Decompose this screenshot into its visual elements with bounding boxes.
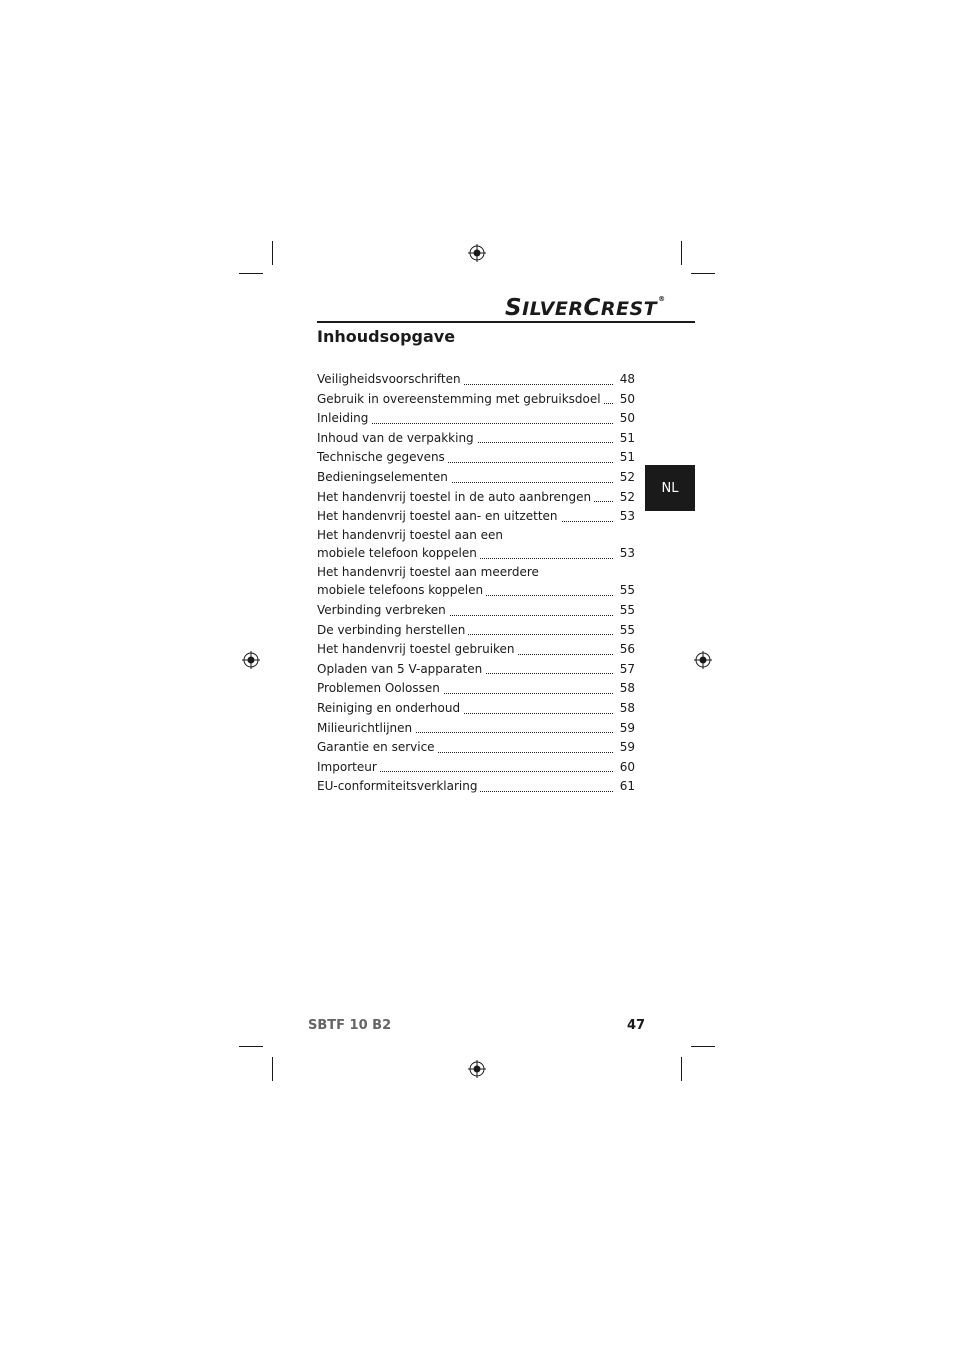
toc-entry-label: Garantie en service bbox=[317, 740, 438, 754]
toc-entry-label: Verbinding verbreken bbox=[317, 603, 449, 617]
toc-entry-label: De verbinding herstellen bbox=[317, 623, 468, 637]
toc-entry-label: Reiniging en onderhoud bbox=[317, 701, 463, 715]
toc-entry[interactable] bbox=[317, 544, 637, 564]
toc-entry-page: 59 bbox=[619, 740, 635, 755]
registration-mark-icon bbox=[694, 651, 712, 669]
toc-entry-page: 52 bbox=[619, 489, 635, 504]
toc-entry-label: Veiligheidsvoorschriften bbox=[317, 372, 464, 386]
toc-entry-page: 59 bbox=[619, 720, 635, 735]
toc-entry-label: Bedieningselementen bbox=[317, 470, 451, 484]
toc-entry-page: 51 bbox=[619, 430, 635, 445]
crop-mark bbox=[681, 1057, 682, 1081]
toc-entry[interactable] bbox=[317, 719, 637, 739]
toc-entry[interactable] bbox=[317, 448, 637, 468]
toc-entry-page: 55 bbox=[619, 583, 635, 598]
toc-entry-page: 53 bbox=[619, 546, 635, 561]
toc-entry[interactable] bbox=[317, 640, 637, 660]
toc-entry-label: Het handenvrij toestel aan een bbox=[317, 527, 504, 542]
toc-entry-label: Milieurichtlijnen bbox=[317, 721, 415, 735]
toc-entry[interactable] bbox=[317, 777, 637, 797]
toc-entry[interactable] bbox=[317, 370, 637, 390]
toc-entry[interactable] bbox=[317, 660, 637, 680]
crop-mark bbox=[691, 273, 715, 274]
toc-entry-label: Het handenvrij toestel in de auto aanbrengen bbox=[317, 490, 594, 504]
toc-entry-label: Het handenvrij toestel aan meerdere bbox=[317, 564, 539, 579]
toc-entry[interactable] bbox=[317, 758, 637, 778]
toc-entry-label: Het handenvrij toestel aan- en uitzetten bbox=[317, 509, 561, 523]
toc-entry-label: Technische gegevens bbox=[317, 450, 448, 464]
toc-entry-page: 52 bbox=[619, 469, 635, 484]
toc-entry[interactable] bbox=[317, 390, 637, 410]
toc-entry[interactable] bbox=[317, 429, 637, 449]
toc-entry-label: Het handenvrij toestel gebruiken bbox=[317, 642, 518, 656]
toc-entry-line bbox=[317, 564, 637, 582]
registration-mark-icon bbox=[468, 1060, 486, 1078]
toc-entry[interactable] bbox=[317, 621, 637, 641]
toc-entry-label: Inleiding bbox=[317, 411, 371, 425]
crop-mark bbox=[239, 1046, 263, 1047]
page-title: Inhoudsopgave bbox=[317, 327, 456, 346]
toc-entry[interactable] bbox=[317, 738, 637, 758]
toc-entry-page: 51 bbox=[619, 450, 635, 465]
page-number: 47 bbox=[627, 1018, 646, 1033]
toc-entry-page: 55 bbox=[619, 622, 635, 637]
registration-mark-icon bbox=[468, 244, 486, 262]
toc-entry-page: 50 bbox=[619, 411, 635, 426]
toc-entry[interactable] bbox=[317, 488, 637, 508]
toc-entry[interactable] bbox=[317, 507, 637, 527]
registration-mark-icon bbox=[242, 651, 260, 669]
toc-entry[interactable] bbox=[317, 601, 637, 621]
toc-entry-page: 58 bbox=[619, 700, 635, 715]
crop-mark bbox=[272, 1057, 273, 1081]
language-tab: NL bbox=[645, 465, 695, 511]
crop-mark bbox=[681, 241, 682, 265]
toc-entry-page: 61 bbox=[619, 779, 635, 794]
header-rule bbox=[317, 321, 695, 323]
model-number: SBTF 10 B2 bbox=[308, 1018, 392, 1033]
toc-entry-page: 55 bbox=[619, 602, 635, 617]
toc-entry-page: 53 bbox=[619, 509, 635, 524]
toc-entry-label: Opladen van 5 V-apparaten bbox=[317, 662, 485, 676]
toc-entry-label: EU-conformiteitsverklaring bbox=[317, 779, 480, 793]
toc-entry-label: mobiele telefoons koppelen bbox=[317, 583, 486, 597]
crop-mark bbox=[272, 241, 273, 265]
crop-mark bbox=[691, 1046, 715, 1047]
toc-entry-page: 57 bbox=[619, 661, 635, 676]
toc-entry-page: 58 bbox=[619, 681, 635, 696]
toc-entry[interactable] bbox=[317, 581, 637, 601]
toc-entry-label: Gebruik in overeenstemming met gebruiksdoel bbox=[317, 392, 604, 406]
toc-entry-label: Importeur bbox=[317, 760, 380, 774]
toc-entry[interactable] bbox=[317, 699, 637, 719]
toc-entry-label: mobiele telefoon koppelen bbox=[317, 546, 480, 560]
toc-entry[interactable] bbox=[317, 468, 637, 488]
toc-entry-page: 50 bbox=[619, 391, 635, 406]
toc-entry-line bbox=[317, 527, 637, 545]
toc-entry-label: Inhoud van de verpakking bbox=[317, 431, 477, 445]
toc-entry-label: Problemen Oolossen bbox=[317, 681, 443, 695]
toc-entry-page: 60 bbox=[619, 759, 635, 774]
toc-entry-page: 56 bbox=[619, 642, 635, 657]
toc-entry[interactable] bbox=[317, 409, 637, 429]
toc-entry-page: 48 bbox=[619, 372, 635, 386]
table-of-contents bbox=[317, 370, 637, 797]
toc-entry[interactable] bbox=[317, 679, 637, 699]
brand-logo: SILVERCREST® bbox=[505, 295, 666, 321]
crop-mark bbox=[239, 273, 263, 274]
